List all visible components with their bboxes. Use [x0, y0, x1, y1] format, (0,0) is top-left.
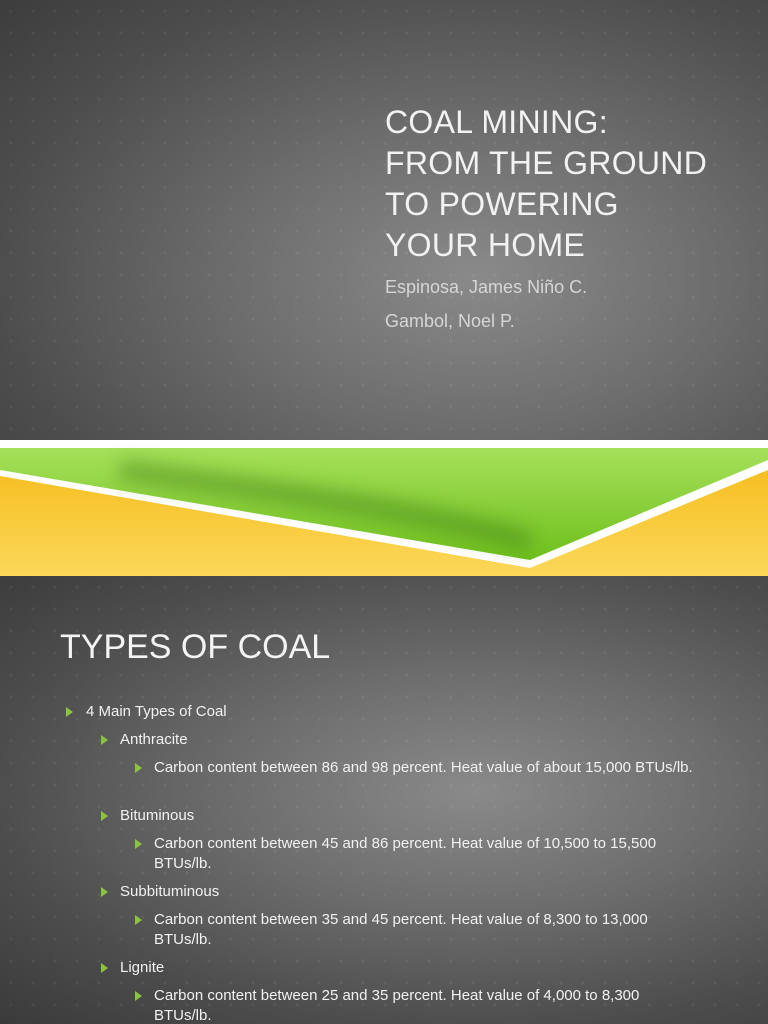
coal-type-detail: Carbon content between 25 and 35 percent. Heat value of 4,000 to 8,300 BTUs/lb.: [154, 987, 640, 1024]
bullet-arrow-icon: [135, 991, 142, 1001]
bullet-arrow-icon: [135, 839, 142, 849]
bullet-arrow-icon: [101, 735, 108, 745]
author-name: Gambol, Noel P.: [385, 311, 515, 331]
title-line: COAL MINING:: [385, 104, 608, 140]
bullet-arrow-icon: [101, 811, 108, 821]
bullet-arrow-icon: [135, 763, 142, 773]
bullet-arrow-icon: [135, 915, 142, 925]
title-line: FROM THE GROUND: [385, 145, 708, 181]
author-name: Espinosa, James Niño C.: [385, 277, 588, 297]
coal-type-name: Bituminous: [120, 807, 195, 824]
coal-type-name: Subbituminous: [120, 883, 220, 900]
bullet-arrow-icon: [66, 707, 73, 717]
coal-type-detail: Carbon content between 86 and 98 percent. Heat value of about 15,000 BTUs/lb.: [154, 759, 693, 776]
title-line: YOUR HOME: [385, 227, 586, 263]
title-banner: [0, 440, 768, 576]
bullet-text: 4 Main Types of Coal: [86, 703, 227, 720]
presentation-title: [385, 102, 755, 266]
coal-type-name: Anthracite: [120, 731, 188, 748]
bullet-arrow-icon: [101, 963, 108, 973]
slide-title: TYPES OF COAL: [60, 628, 331, 666]
coal-type-detail: Carbon content between 35 and 45 percent. Heat value of 8,300 to 13,000 BTUs/lb.: [154, 911, 648, 948]
bullet-arrow-icon: [101, 887, 108, 897]
coal-type-detail: Carbon content between 45 and 86 percent. Heat value of 10,500 to 15,500 BTUs/lb.: [154, 835, 657, 872]
content-slide: [0, 576, 768, 1024]
title-line: TO POWERING: [385, 186, 619, 222]
coal-type-name: Lignite: [120, 959, 165, 976]
